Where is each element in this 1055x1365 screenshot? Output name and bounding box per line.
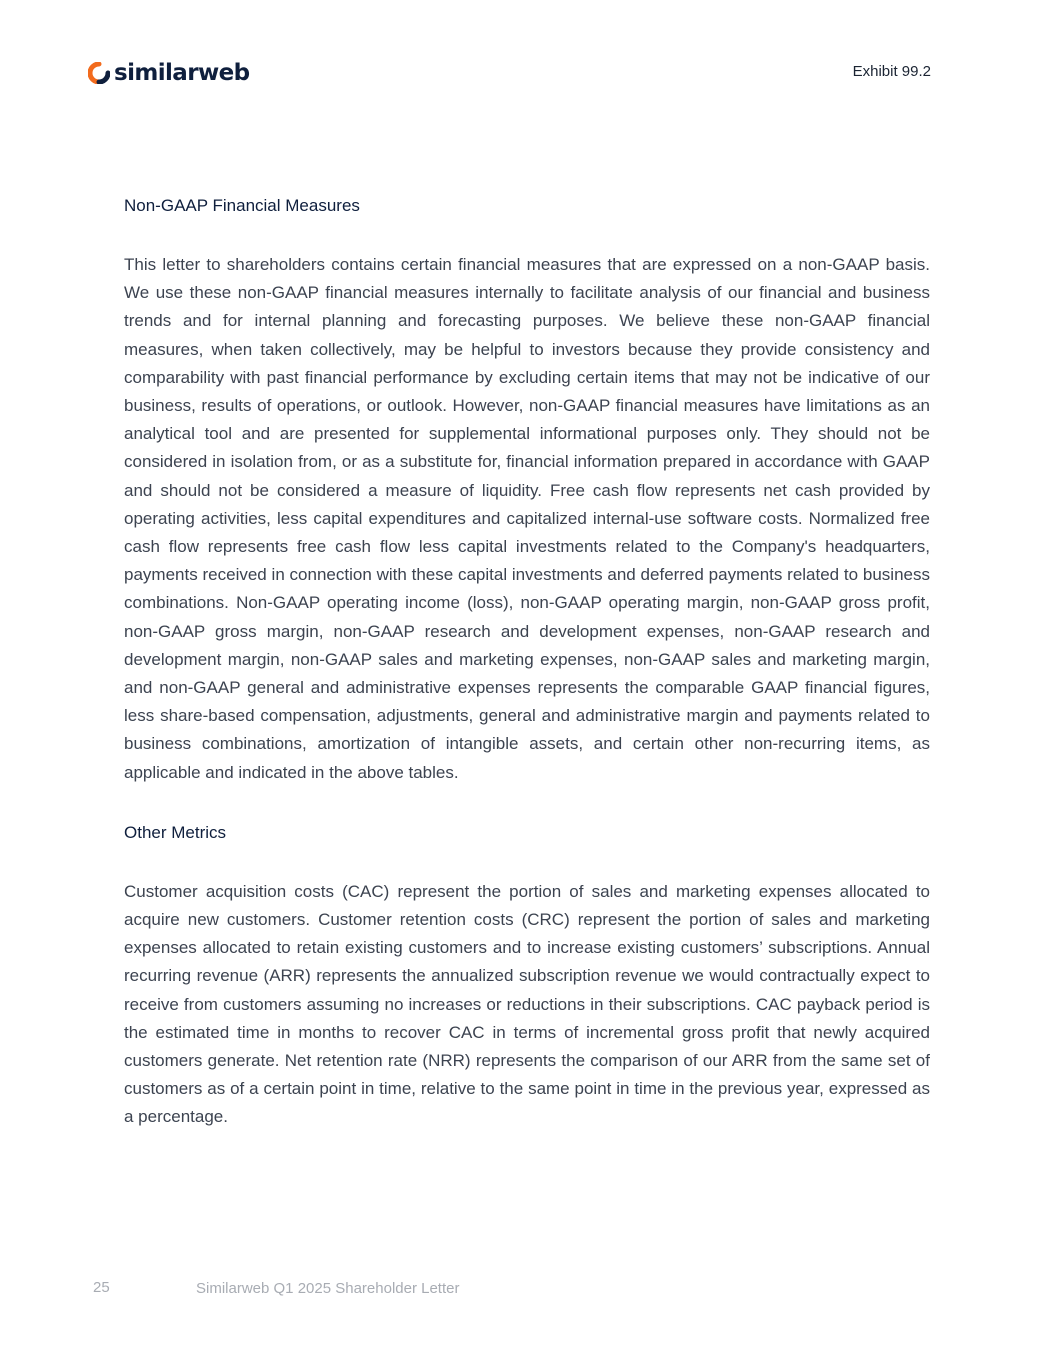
section-heading-non-gaap: Non-GAAP Financial Measures (124, 196, 360, 215)
exhibit-label: Exhibit 99.2 (852, 63, 931, 80)
document-body (124, 194, 930, 1132)
page-number: 25 (93, 1279, 110, 1296)
footer-doc-title: Similarweb Q1 2025 Shareholder Letter (196, 1280, 460, 1297)
section-body-other-metrics: Customer acquisition costs (CAC) represent the portion of sales and marketing expenses allocated to acquire new customers. Customer retention costs (CRC) represent the portion of sales and marketing expenses allocated to retain existing customers and to increase existing customers’ subscriptions. Annual recurring revenue (ARR) represents the annualized subscription revenue we would contractually expect to receive from customers assuming no increases or reductions in their subscriptions. CAC payback period is the estimated time in months to recover CAC in terms of incremental gross profit that newly acquired customers generate. Net retention rate (NRR) represents the comparison of our ARR from the same set of customers as of a certain point in time, relative to the same point in time in the previous year, expressed as a percentage. (124, 881, 930, 1127)
company-logo (88, 59, 249, 87)
section-body-non-gaap: This letter to shareholders contains certain financial measures that are expressed on a non-GAAP basis. We use these non-GAAP financial measures internally to facilitate analysis of our financial and business trends and for internal planning and forecasting purposes. We believe these non-GAAP financial measures, when taken collectively, may be helpful to investors because they provide consistency and comparability with past financial performance by excluding certain items that may not be indicative of our business, results of operations, or outlook. However, non-GAAP financial measures have limitations as an analytical tool and are presented for supplemental informational purposes only. They should not be considered in isolation from, or as a substitute for, financial information prepared in accordance with GAAP and should not be considered a measure of liquidity. Free cash flow represents net cash provided by operating activities, less capital expenditures and capitalized internal-use software costs. Normalized free cash flow represents free cash flow less capital investments related to the Company's headquarters, payments received in connection with these capital investments and deferred payments related to business combinations. Non-GAAP operating income (loss), non-GAAP operating margin, non-GAAP gross profit, non-GAAP gross margin, non-GAAP research and development expenses, non-GAAP research and development margin, non-GAAP sales and marketing expenses, non-GAAP sales and marketing margin, and non-GAAP general and administrative expenses represents the comparable GAAP financial figures, less share-based compensation, adjustments, general and administrative margin and payments related to business combinations, amortization of intangible assets, and certain other non-recurring items, as applicable and indicated in the above tables. (124, 255, 930, 782)
similarweb-logo-icon (88, 62, 110, 84)
section-heading-other-metrics: Other Metrics (124, 822, 227, 842)
logo-wordmark: similarweb (114, 60, 250, 86)
